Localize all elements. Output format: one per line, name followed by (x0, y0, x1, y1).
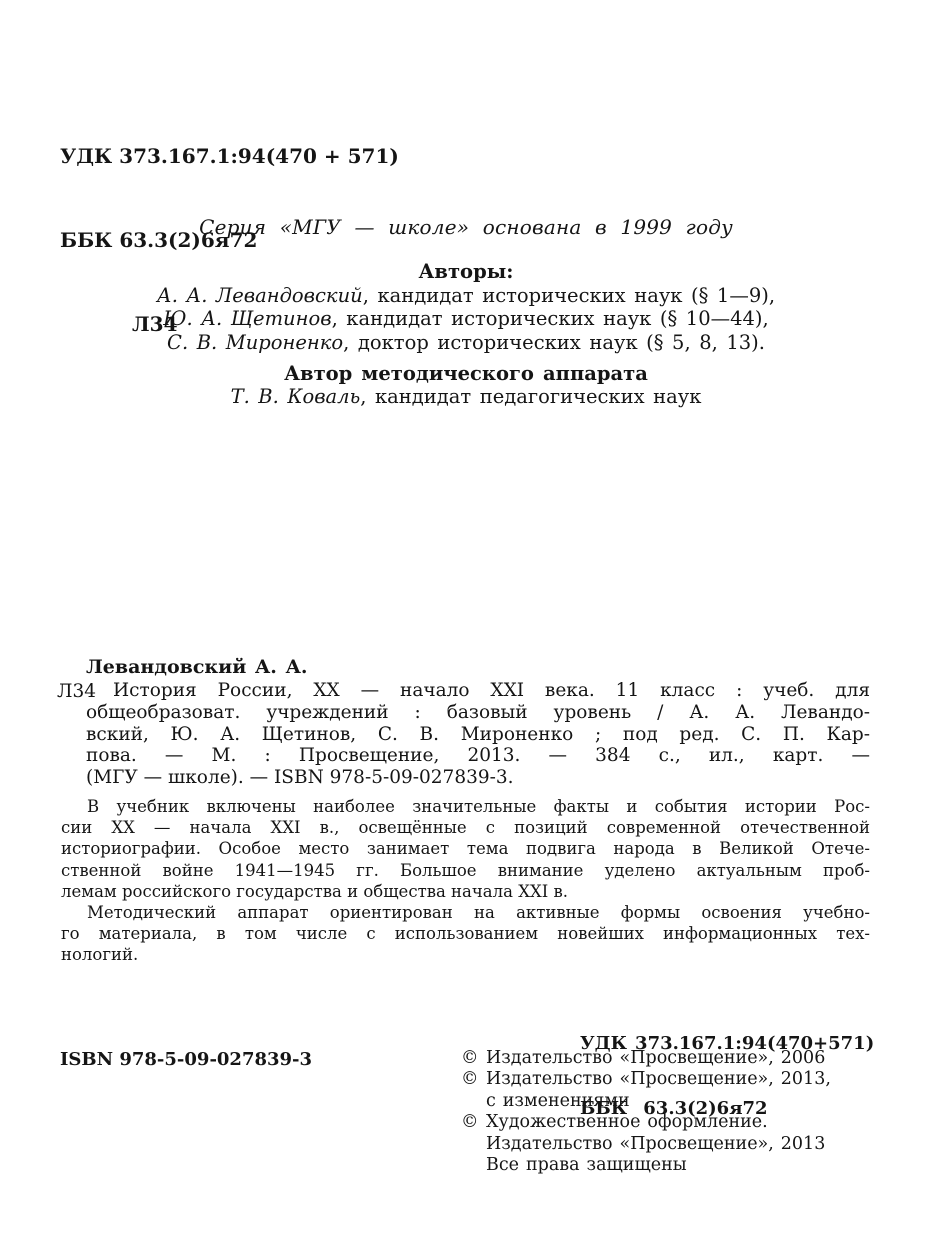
annotation-line: В учебник включены наиболее значительные факты и события истории Рос- (87, 797, 870, 816)
author-name: Ю. А. Щетинов (163, 307, 332, 330)
copyright-line: с изменениями (486, 1090, 630, 1111)
series-note: Серия «МГУ — школе» основана в 1999 году (199, 215, 733, 239)
method-author-line (60, 386, 872, 409)
method-author-credentials: , кандидат педагогических наук (360, 384, 702, 408)
copyright-lines (486, 1048, 825, 1069)
method-author-section (60, 363, 872, 408)
author-credentials: , кандидат исторических наук (§ 10—44), (331, 307, 769, 330)
annotation-line: лемам российского государства и общества начала XXI в. (61, 881, 568, 901)
annotation-line: Методический аппарат ориентирован на активные формы освоения учебно- (87, 903, 870, 923)
copyright-lines (486, 1112, 825, 1176)
annotation-line: сии XX — начала XXI в., освещённые с позиций современной отечественной (61, 818, 870, 838)
catalog-author-heading: Левандовский А. А. (86, 656, 308, 678)
copyright-lines (486, 1069, 831, 1112)
author-credentials: , доктор исторических наук (§ 5, 8, 13). (343, 330, 765, 354)
copyright-icon: © (461, 1069, 479, 1090)
copyright-entry (461, 1069, 881, 1112)
catalog-line: История России, XX — начало XXI века. 11 класс : учеб. для (113, 680, 870, 701)
author-name: С. В. Мироненко (167, 330, 344, 354)
author-name: А. А. Левандовский (156, 283, 363, 307)
annotation-line: го материала, в том числе с использованием новейших информационных тех- (61, 924, 870, 944)
copyright-line: Издательство «Просвещение», 2013, (486, 1069, 831, 1090)
catalog-line: пова. — М. : Просвещение, 2013. — 384 с., ил., карт. — (86, 745, 870, 767)
author-line (60, 331, 872, 355)
annotation-block (61, 796, 870, 966)
method-author-name: Т. В. Коваль (230, 384, 361, 408)
annotation-line: историографии. Особое место занимает тема подвига народа в Великой Отече- (61, 839, 870, 859)
author-sign-code: Л34 (132, 312, 178, 336)
authors-section (60, 260, 872, 354)
annotation-line: ственной войне 1941—1945 гг. Большое внимание уделено актуальным проб- (61, 860, 870, 880)
author-credentials: , кандидат исторических наук (§ 1—9), (362, 283, 776, 307)
copyright-line: Издательство «Просвещение», 2006 (486, 1048, 826, 1068)
copyright-entry (461, 1048, 881, 1069)
catalog-description (86, 680, 870, 789)
annotation-paragraph (61, 796, 870, 902)
authors-heading: Авторы: (418, 260, 514, 283)
method-author-heading: Автор методического аппарата (284, 362, 648, 385)
catalog-line: (МГУ — школе). — ISBN 978-5-09-027839-3. (86, 767, 514, 789)
annotation-paragraph (61, 902, 870, 966)
copyright-entry (461, 1112, 881, 1176)
bbk-code: ББК 63.3(2)6я72 (60, 228, 258, 252)
copyright-icon: © (461, 1048, 479, 1068)
isbn: ISBN 978-5-09-027839-3 (60, 1049, 313, 1070)
author-line (60, 284, 872, 308)
catalog-line: вский, Ю. А. Щетинов, С. В. Мироненко ; под ред. С. П. Кар- (86, 723, 870, 745)
copyright-line: Все права защищены (486, 1155, 687, 1176)
catalog-author-sign: Л34 (57, 681, 96, 702)
author-line (60, 307, 872, 331)
copyright-block (461, 1048, 881, 1176)
copyright-icon: © (461, 1112, 479, 1133)
bottom-bbk-code: ББК 63.3(2)6я72 (580, 1097, 768, 1119)
bottom-udk-code: УДК 373.167.1:94(470+571) (580, 1033, 875, 1054)
annotation-line: нологий. (61, 945, 139, 965)
copyright-line: Художественное оформление. (486, 1112, 768, 1133)
copyright-line: Издательство «Просвещение», 2013 (486, 1133, 826, 1154)
catalog-line: общеобразоват. учреждений : базовый уровень / А. А. Левандо- (86, 701, 870, 723)
udk-code: УДК 373.167.1:94(470 + 571) (60, 144, 399, 168)
